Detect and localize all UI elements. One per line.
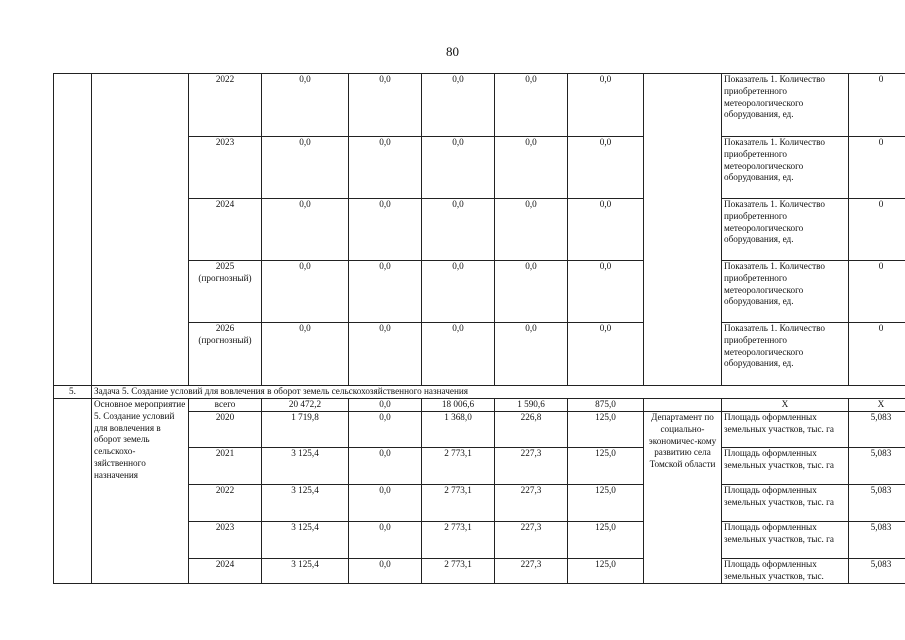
measure-name-cell: Основное мероприятие 5. Создание условий для вовлечения в оборот земель сельскохо-зяйственного назначения (92, 399, 189, 584)
indicator-value-cell: 0 (849, 261, 905, 323)
indicator-value-cell: X (849, 399, 905, 412)
value-cell: 0,0 (422, 323, 495, 386)
indicator-cell: Площадь оформленных земельных участков, тыс. га (722, 522, 849, 559)
executor-cell-empty (644, 74, 722, 386)
value-cell: 0,0 (495, 199, 568, 261)
value-cell: 1 590,6 (495, 399, 568, 412)
value-cell: 3 125,4 (262, 559, 349, 584)
value-cell: 20 472,2 (262, 399, 349, 412)
year-cell: 2022 (189, 485, 262, 522)
value-cell: 125,0 (568, 448, 644, 485)
value-cell: 875,0 (568, 399, 644, 412)
value-cell: 0,0 (349, 199, 422, 261)
value-cell: 227,3 (495, 559, 568, 584)
value-cell: 0,0 (349, 412, 422, 448)
value-cell: 0,0 (262, 137, 349, 199)
indicator-value-cell: 5,083 (849, 412, 905, 448)
value-cell: 227,3 (495, 485, 568, 522)
indicator-cell: Площадь оформленных земельных участков, тыс. га (722, 485, 849, 522)
indicator-cell: Показатель 1. Количество приобретенного метеорологического оборудования, ед. (722, 137, 849, 199)
indicator-value-cell: 0 (849, 199, 905, 261)
value-cell: 0,0 (568, 74, 644, 137)
indicator-cell: Показатель 1. Количество приобретенного метеорологического оборудования, ед. (722, 199, 849, 261)
value-cell: 0,0 (262, 323, 349, 386)
executor-cell: Департамент по социально-экономичес-кому развитию села Томской области (644, 412, 722, 584)
value-cell: 125,0 (568, 412, 644, 448)
value-cell: 0,0 (262, 199, 349, 261)
value-cell: 2 773,1 (422, 522, 495, 559)
year-cell: 2024 (189, 199, 262, 261)
number-cell-empty (54, 399, 92, 584)
value-cell: 125,0 (568, 522, 644, 559)
year-cell: 2025 (прогнозный) (189, 261, 262, 323)
value-cell: 125,0 (568, 485, 644, 522)
indicator-cell: X (722, 399, 849, 412)
value-cell: 0,0 (422, 137, 495, 199)
indicator-cell: Показатель 1. Количество приобретенного метеорологического оборудования, ед. (722, 323, 849, 386)
indicator-value-cell: 0 (849, 137, 905, 199)
value-cell: 0,0 (495, 261, 568, 323)
value-cell: 3 125,4 (262, 448, 349, 485)
year-cell: 2026 (прогнозный) (189, 323, 262, 386)
value-cell: 0,0 (568, 261, 644, 323)
table-row (54, 74, 905, 137)
value-cell: 0,0 (262, 261, 349, 323)
indicator-value-cell: 5,083 (849, 448, 905, 485)
value-cell: 1 719,8 (262, 412, 349, 448)
year-cell: 2021 (189, 448, 262, 485)
value-cell: 0,0 (349, 448, 422, 485)
task-number: 5. (54, 386, 92, 399)
value-cell: 0,0 (568, 137, 644, 199)
indicator-value-cell: 0 (849, 74, 905, 137)
indicator-cell: Показатель 1. Количество приобретенного метеорологического оборудования, ед. (722, 261, 849, 323)
value-cell: 2 773,1 (422, 448, 495, 485)
table-row-total (54, 399, 905, 412)
value-cell: 0,0 (495, 323, 568, 386)
task-row (54, 386, 905, 399)
value-cell: 0,0 (349, 399, 422, 412)
value-cell: 0,0 (349, 261, 422, 323)
value-cell: 0,0 (262, 74, 349, 137)
value-cell: 227,3 (495, 522, 568, 559)
value-cell: 227,3 (495, 448, 568, 485)
value-cell: 0,0 (568, 199, 644, 261)
value-cell: 2 773,1 (422, 485, 495, 522)
indicator-cell: Площадь оформленных земельных участков, тыс. га (722, 448, 849, 485)
indicator-cell: Площадь оформленных земельных участков, тыс. (722, 559, 849, 584)
value-cell: 18 006,6 (422, 399, 495, 412)
indicator-value-cell: 5,083 (849, 559, 905, 584)
value-cell: 0,0 (495, 137, 568, 199)
year-cell: 2023 (189, 522, 262, 559)
value-cell: 125,0 (568, 559, 644, 584)
budget-table (53, 73, 905, 584)
year-cell: 2022 (189, 74, 262, 137)
value-cell: 0,0 (568, 323, 644, 386)
year-cell: 2023 (189, 137, 262, 199)
executor-cell-empty (644, 399, 722, 412)
value-cell: 0,0 (349, 137, 422, 199)
value-cell: 0,0 (422, 261, 495, 323)
value-cell: 0,0 (349, 485, 422, 522)
page-number: 80 (446, 44, 459, 59)
value-cell: 0,0 (349, 74, 422, 137)
year-cell: всего (189, 399, 262, 412)
year-cell: 2020 (189, 412, 262, 448)
number-cell-empty (54, 74, 92, 386)
value-cell: 0,0 (349, 559, 422, 584)
value-cell: 1 368,0 (422, 412, 495, 448)
value-cell: 2 773,1 (422, 559, 495, 584)
value-cell: 226,8 (495, 412, 568, 448)
indicator-value-cell: 0 (849, 323, 905, 386)
value-cell: 0,0 (349, 522, 422, 559)
value-cell: 0,0 (495, 74, 568, 137)
value-cell: 3 125,4 (262, 485, 349, 522)
value-cell: 0,0 (422, 199, 495, 261)
value-cell: 0,0 (349, 323, 422, 386)
measure-cell-empty (92, 74, 189, 386)
value-cell: 0,0 (422, 74, 495, 137)
year-cell: 2024 (189, 559, 262, 584)
indicator-value-cell: 5,083 (849, 485, 905, 522)
indicator-value-cell: 5,083 (849, 522, 905, 559)
indicator-cell: Площадь оформленных земельных участков, тыс. га (722, 412, 849, 448)
indicator-cell: Показатель 1. Количество приобретенного метеорологического оборудования, ед. (722, 74, 849, 137)
value-cell: 3 125,4 (262, 522, 349, 559)
task-title: Задача 5. Создание условий для вовлечения в оборот земель сельскохозяйственного назначения (92, 386, 905, 399)
